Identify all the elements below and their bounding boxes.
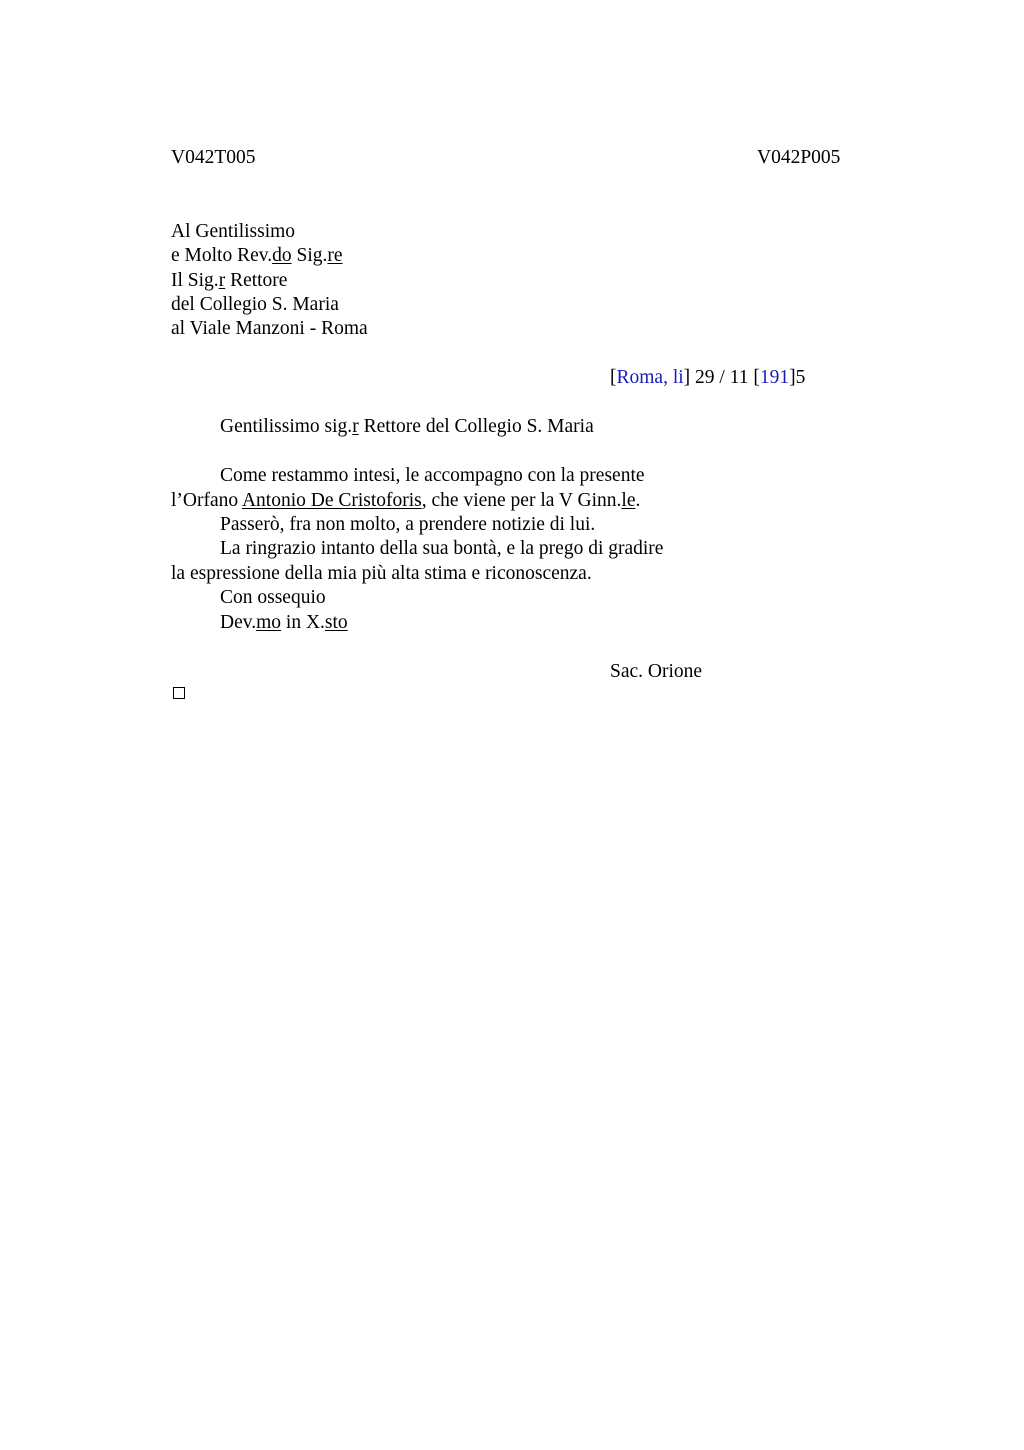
- address-line-2-prefix: e Molto Rev.: [171, 245, 273, 266]
- body-paragraph-3-line-2: la espressione della mia più alta stima e riconoscenza.: [171, 563, 592, 584]
- devoted-abbrev-mo: mo: [256, 612, 282, 633]
- date-year-prefix: 191: [759, 367, 790, 388]
- body-orphan-prefix: l’Orfano: [171, 490, 242, 511]
- signature: Sac. Orione: [610, 661, 703, 682]
- devoted-prefix: Dev.: [220, 612, 257, 633]
- body-orphan-name: Antonio De Cristoforis: [241, 490, 422, 511]
- address-line-5: al Viale Manzoni - Roma: [171, 318, 368, 339]
- address-line-3-suffix: Rettore: [225, 270, 288, 291]
- address-line-3-prefix: Il Sig.: [171, 270, 219, 291]
- address-line-2: [171, 244, 343, 268]
- address-line-3: [171, 269, 287, 293]
- body-period: .: [635, 490, 641, 511]
- date-day-month: ] 29 / 11 [: [683, 367, 760, 388]
- address-abbrev-r: r: [218, 270, 226, 291]
- date-place: Roma, li: [616, 367, 684, 388]
- address-abbrev-re: re: [327, 245, 343, 266]
- body-paragraph-3-line-1: La ringrazio intanto della sua bontà, e la prego di gradire: [220, 538, 664, 559]
- address-abbrev-do: do: [272, 245, 292, 266]
- address-line-2-mid: Sig.: [291, 245, 328, 266]
- salutation-abbrev-r: r: [352, 416, 359, 437]
- body-orphan-class: , che viene per la V Ginn.: [421, 490, 622, 511]
- salutation-suffix: Rettore del Collegio S. Maria: [358, 416, 594, 437]
- devoted-line: [220, 611, 348, 635]
- date-year-suffix: ]5: [789, 367, 806, 388]
- checkbox-icon: [173, 687, 185, 699]
- salutation: [220, 415, 594, 439]
- address-line-1: Al Gentilissimo: [171, 221, 296, 242]
- body-abbrev-le: le: [621, 490, 636, 511]
- letter-date: [610, 366, 805, 390]
- date-bracket-open: [: [610, 367, 617, 388]
- closing-phrase: Con ossequio: [220, 587, 326, 608]
- body-paragraph-1-line-2: [171, 489, 640, 513]
- body-paragraph-1-line-1: Come restammo intesi, le accompagno con la presente: [220, 465, 645, 486]
- salutation-prefix: Gentilissimo sig.: [220, 416, 353, 437]
- document-code-left: V042T005: [171, 147, 256, 168]
- address-line-4: del Collegio S. Maria: [171, 294, 339, 315]
- devoted-abbrev-sto: sto: [324, 612, 348, 633]
- document-code-right: V042P005: [757, 147, 841, 168]
- body-paragraph-2: Passerò, fra non molto, a prendere notizie di lui.: [220, 514, 596, 535]
- devoted-mid: in X.: [281, 612, 325, 633]
